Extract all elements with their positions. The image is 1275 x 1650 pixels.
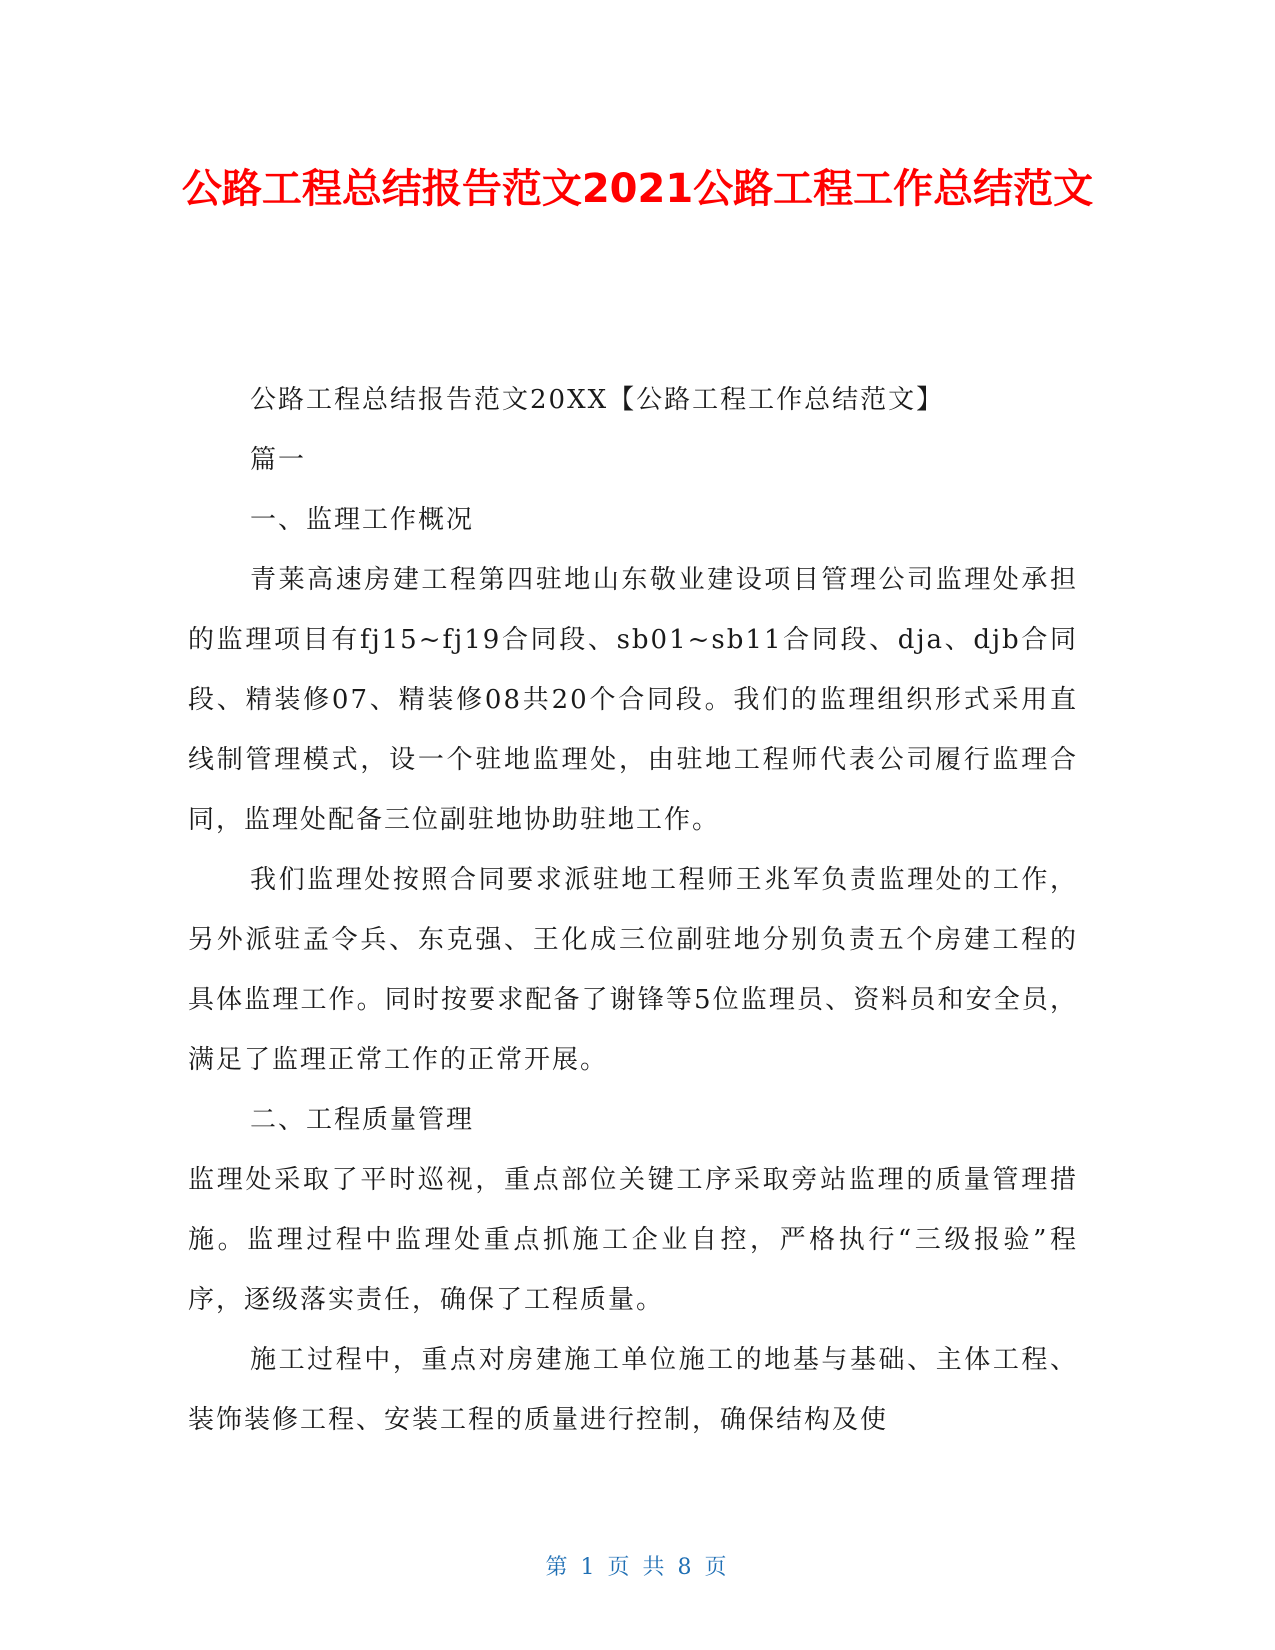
section-heading-overview: 一、监理工作概况: [250, 505, 475, 535]
section-label: 篇一: [250, 445, 307, 475]
document-body: [188, 370, 1078, 1450]
body-paragraph: 监理处采取了平时巡视，重点部位关键工序采取旁站监理的质量管理措施。监理过程中监理处重点抓施工企业自控，严格执行“三级报验”程序，逐级落实责任，确保了工程质量。: [188, 1165, 1078, 1315]
page-number-footer: 第 1 页 共 8 页: [545, 1555, 730, 1580]
subtitle-paragraph: 公路工程总结报告范文20XX【公路工程工作总结范文】: [250, 385, 945, 415]
body-paragraph: 施工过程中，重点对房建施工单位施工的地基与基础、主体工程、装饰装修工程、安装工程的质量进行控制，确保结构及使: [188, 1345, 1078, 1435]
body-paragraph: 我们监理处按照合同要求派驻地工程师王兆军负责监理处的工作，另外派驻孟令兵、东克强、王化成三位副驻地分别负责五个房建工程的具体监理工作。同时按要求配备了谢锋等5位监理员、资料员和安全员，满足了监理正常工作的正常开展。: [188, 865, 1078, 1075]
document-title: 公路工程总结报告范文2021公路工程工作总结范文: [181, 166, 1094, 212]
section-heading-quality: 二、工程质量管理: [250, 1105, 475, 1135]
body-paragraph: 青莱高速房建工程第四驻地山东敬业建设项目管理公司监理处承担的监理项目有fj15~fj19合同段、sb01~sb11合同段、dja、djb合同段、精装修07、精装修08共20个合同段。我们的监理组织形式采用直线制管理模式，设一个驻地监理处，由驻地工程师代表公司履行监理合同，监理处配备三位副驻地协助驻地工作。: [188, 565, 1078, 835]
